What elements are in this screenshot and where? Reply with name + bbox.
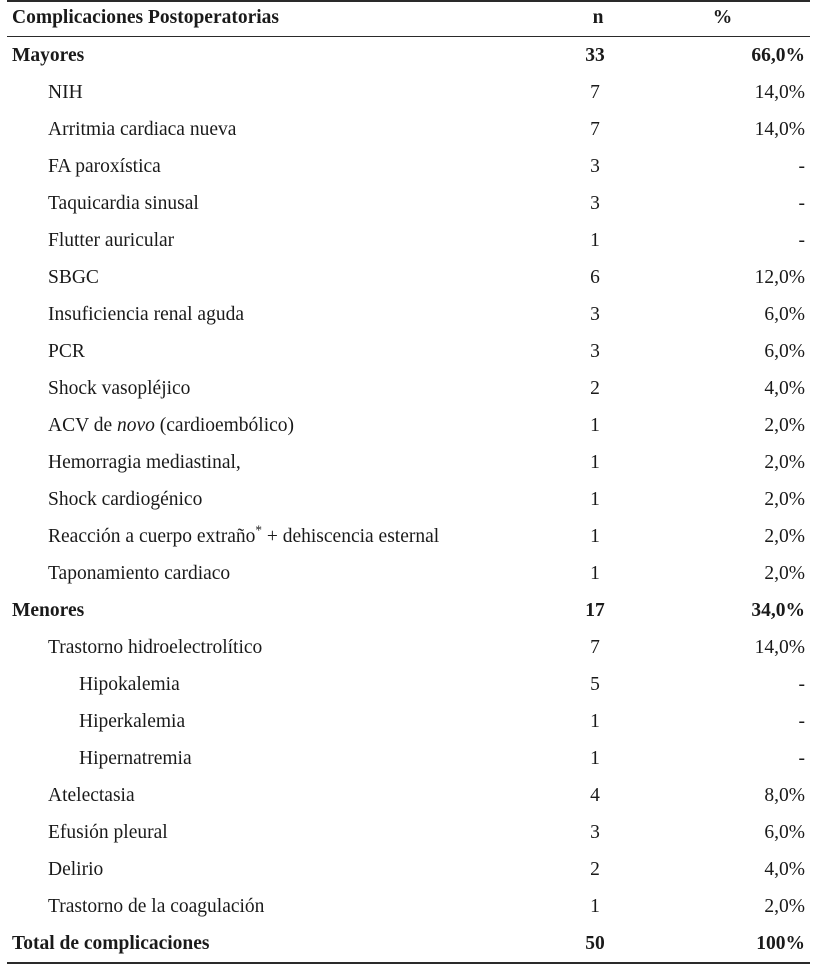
table-row [7, 222, 810, 259]
row-count: 7 [590, 636, 600, 658]
row-percent: 14,0% [754, 81, 805, 103]
table-row [7, 666, 810, 703]
table-body [7, 37, 810, 964]
row-label: Taquicardia sinusal [48, 192, 199, 214]
table-row [7, 111, 810, 148]
row-label: Insuficiencia renal aguda [48, 303, 244, 325]
column-header-percent: % [712, 7, 733, 28]
table-row [7, 185, 810, 222]
row-label: PCR [48, 340, 85, 362]
row-percent: 6,0% [764, 303, 805, 325]
row-label [7, 407, 539, 444]
row-percent: - [798, 673, 805, 695]
table-row [7, 518, 810, 555]
row-count: 6 [590, 266, 600, 288]
row-label: NIH [48, 81, 83, 103]
row-percent: 2,0% [764, 895, 805, 917]
row-percent: 2,0% [764, 414, 805, 436]
table-row [7, 703, 810, 740]
row-label: Trastorno hidroelectrolítico [48, 636, 263, 658]
italic-term: novo [116, 414, 155, 436]
row-percent: 2,0% [764, 451, 805, 473]
table-row [7, 481, 810, 518]
row-percent: 34,0% [751, 599, 805, 621]
row-count: 33 [585, 44, 605, 66]
row-count: 3 [590, 821, 600, 843]
table-row [7, 851, 810, 888]
table-row [7, 814, 810, 851]
postoperative-complications-table [7, 0, 810, 964]
table-row [7, 259, 810, 296]
row-label: Atelectasia [48, 784, 135, 806]
row-count: 1 [590, 414, 600, 436]
row-percent: 6,0% [764, 340, 805, 362]
label-text: + dehiscencia esternal [261, 525, 440, 547]
row-label: Efusión pleural [48, 821, 168, 843]
row-count: 3 [590, 303, 600, 325]
row-label: Menores [12, 599, 85, 621]
row-percent: 12,0% [754, 266, 805, 288]
header-row [7, 1, 810, 37]
row-count: 1 [590, 525, 600, 547]
footnote-marker: * [255, 522, 262, 537]
label-text: ACV de [48, 414, 117, 436]
row-label: Trastorno de la coagulación [48, 895, 265, 917]
row-label: Delirio [48, 858, 104, 880]
table-header [7, 1, 810, 37]
row-percent: - [798, 229, 805, 251]
table-row [7, 333, 810, 370]
row-count: 50 [585, 932, 605, 954]
row-label: Shock vasopléjico [48, 377, 191, 399]
table-row [7, 296, 810, 333]
row-count: 1 [590, 451, 600, 473]
row-percent: 4,0% [764, 858, 805, 880]
table-row [7, 555, 810, 592]
row-label: Hipernatremia [79, 747, 192, 769]
row-count: 1 [590, 488, 600, 510]
table-row [7, 629, 810, 666]
row-count: 7 [590, 118, 600, 140]
row-label: Arritmia cardiaca nueva [48, 118, 237, 140]
table-row [7, 148, 810, 185]
row-count: 3 [590, 192, 600, 214]
row-percent: 4,0% [764, 377, 805, 399]
table-row [7, 777, 810, 814]
row-percent: 2,0% [764, 562, 805, 584]
row-label: SBGC [48, 266, 99, 288]
row-percent: - [798, 155, 805, 177]
table-row [7, 74, 810, 111]
row-count: 17 [585, 599, 605, 621]
row-percent: - [798, 192, 805, 214]
row-count: 1 [590, 562, 600, 584]
row-label: Taponamiento cardiaco [48, 562, 231, 584]
row-label: Total de complicaciones [12, 932, 210, 954]
row-count: 4 [590, 784, 600, 806]
table-row [7, 740, 810, 777]
row-percent: 66,0% [751, 44, 805, 66]
row-count: 1 [590, 895, 600, 917]
row-label: Flutter auricular [48, 229, 175, 251]
row-count: 1 [590, 747, 600, 769]
row-percent: 8,0% [764, 784, 805, 806]
row-percent: 6,0% [764, 821, 805, 843]
table-row [7, 37, 810, 75]
row-label: Hemorragia mediastinal, [48, 451, 241, 473]
column-header-n: n [592, 7, 604, 28]
row-label: Shock cardiogénico [48, 488, 203, 510]
row-count: 7 [590, 81, 600, 103]
row-percent: - [798, 747, 805, 769]
row-count: 2 [590, 377, 600, 399]
row-count: 3 [590, 155, 600, 177]
label-text: Reacción a cuerpo extraño [48, 525, 256, 547]
row-label: Mayores [12, 44, 85, 66]
row-count: 5 [590, 673, 600, 695]
row-percent: 2,0% [764, 488, 805, 510]
table-row [7, 407, 810, 444]
row-label: Hipokalemia [79, 673, 180, 695]
row-count: 3 [590, 340, 600, 362]
row-count: 2 [590, 858, 600, 880]
row-label: Hiperkalemia [79, 710, 186, 732]
row-label [7, 518, 539, 555]
row-percent: - [798, 710, 805, 732]
table-row [7, 370, 810, 407]
table-row [7, 444, 810, 481]
row-count: 1 [590, 710, 600, 732]
row-percent: 14,0% [754, 636, 805, 658]
column-header-complications: Complicaciones Postoperatorias [12, 7, 280, 28]
row-count: 1 [590, 229, 600, 251]
table-row [7, 592, 810, 629]
row-label: FA paroxística [48, 155, 161, 177]
label-text: (cardioembólico) [154, 414, 295, 436]
row-percent: 14,0% [754, 118, 805, 140]
row-percent: 2,0% [764, 525, 805, 547]
row-percent: 100% [756, 932, 805, 954]
table-row [7, 888, 810, 925]
